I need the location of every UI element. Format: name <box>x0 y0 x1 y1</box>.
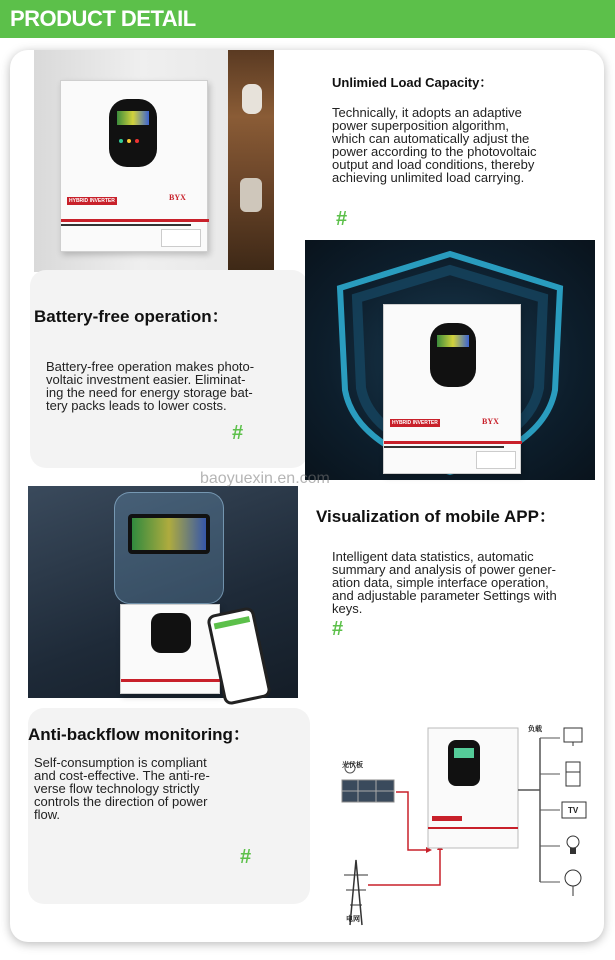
app-header <box>214 616 250 629</box>
hashtag-mark: # <box>332 618 344 640</box>
anti-backflow-diagram <box>320 710 600 930</box>
computer-icon <box>564 728 582 746</box>
inverter-unit <box>383 304 521 474</box>
tv-label: TV <box>568 806 579 815</box>
battery-description: Battery-free operation makes photo- voltaic investment easier. Eliminat- ing the need for energy storage bat- tery packs leads to lower costs. <box>46 359 255 413</box>
dark-stripe <box>384 446 504 448</box>
pv-label: 光伏板 <box>342 762 363 769</box>
brand-logo: BYX <box>482 417 499 426</box>
inverter-wall-photo <box>34 50 274 272</box>
fridge-icon <box>566 762 580 786</box>
flow-lines <box>320 710 600 930</box>
lcd-screen <box>437 335 469 347</box>
zoomed-lcd <box>132 518 206 550</box>
control-panel <box>430 323 476 387</box>
inverter-unit <box>60 80 208 252</box>
header-bar <box>0 0 615 38</box>
battery-heading: Battery-free operation： <box>34 307 229 326</box>
product-badge: HYBRID INVERTER <box>392 420 438 426</box>
page-title: PRODUCT DETAIL <box>10 6 196 31</box>
red-stripe <box>121 679 221 682</box>
hashtag-mark: # <box>240 846 252 868</box>
vase-decor <box>240 178 262 212</box>
product-badge: HYBRID INVERTER <box>69 198 115 204</box>
hashtag-mark: # <box>232 422 244 444</box>
fan-icon <box>565 870 581 896</box>
backflow-heading: Anti-backflow monitoring： <box>28 725 250 744</box>
backflow-description: Self-consumption is compliant and cost-effective. The anti-re- verse flow technology strictly controls the direction of power flow. <box>34 755 210 822</box>
brand-logo: BYX <box>169 193 186 202</box>
control-panel <box>109 99 157 167</box>
app-description: Intelligent data statistics, automatic summary and analysis of power gener- ation data, simple interface operation, and adjustable parameter Settings with keys. <box>332 549 557 616</box>
lightbulb-icon <box>567 836 579 854</box>
indicator-light <box>127 139 131 143</box>
inverter-unit <box>120 604 220 694</box>
app-heading: Visualization of mobile APP： <box>316 507 556 526</box>
watermark: baoyuexin.en.com <box>200 470 330 487</box>
terminal-cover <box>476 451 516 469</box>
dark-stripe <box>61 224 191 226</box>
product-detail-card <box>10 50 604 942</box>
hashtag-mark: # <box>336 208 348 230</box>
inverter-shield-photo <box>305 240 595 480</box>
load-label: 负载 <box>528 726 542 733</box>
vase-decor <box>242 84 262 114</box>
indicator-light <box>119 139 123 143</box>
red-stripe <box>384 441 522 444</box>
indicator-light <box>135 139 139 143</box>
control-panel <box>151 613 191 653</box>
load-description: Technically, it adopts an adaptive power superposition algorithm, which can automatically adjust the power according to the photovoltaic output and load conditions, thereby achieving unlimited load carrying. <box>332 105 537 185</box>
lcd-screen <box>117 111 149 125</box>
red-stripe <box>61 219 209 222</box>
load-heading: Unlimied Load Capacity： <box>332 75 493 90</box>
grid-label: 电网 <box>346 916 360 923</box>
terminal-cover <box>161 229 201 247</box>
